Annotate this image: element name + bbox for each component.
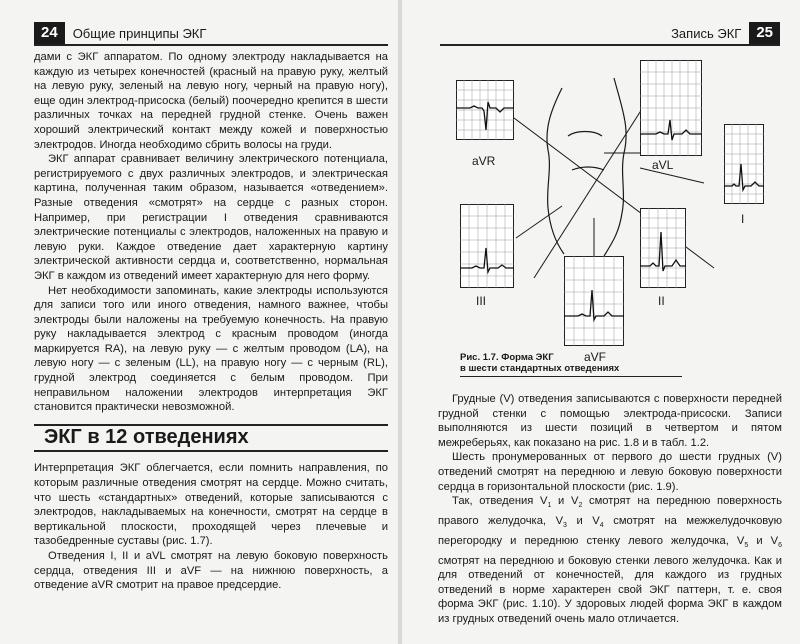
caption-line: в шести стандартных отведениях bbox=[460, 363, 620, 374]
left-paragraph: Нет необходимости запоминать, какие электроды используются для записи того или иного отведения, намного важнее, чтобы электроды были наложены на требуемую конечность. На правую руку накладывается электрод с красным проводом (иногда маркируется RA), на левую руку — с желтым проводом (LA), на левую ногу — с зеленым (LL), на правую ногу — с черным (RL), грудной электрод соединяется с белым проводом. При неправильном наложении электродов интерпретация ЭКГ становится практически невозможной. bbox=[34, 284, 388, 414]
subscript: 2 bbox=[578, 502, 583, 510]
label-avf: aVF bbox=[584, 350, 607, 364]
subscript: 6 bbox=[778, 542, 782, 550]
text-run: и V bbox=[566, 514, 600, 527]
label-ii: II bbox=[658, 294, 665, 308]
right-paragraph: Шесть пронумерованных от первого до шести грудных (V) отведений смотрят на переднюю и левую боковую поверхности сердца в горизонтальной плоскости (рис. 1.9). bbox=[438, 451, 782, 493]
section-heading: ЭКГ в 12 отведениях bbox=[34, 424, 388, 453]
left-page-number: 24 bbox=[34, 22, 65, 44]
left-section-paragraph: Отведения I, II и aVL смотрят на левую боковую поверхность сердца, отведения III и aVF — на нижнюю поверхность, а отведение aVR смотрит на правое предсердие. bbox=[34, 550, 388, 592]
lead-iii-ecg-strip bbox=[460, 204, 514, 288]
text-run: смотрят на межжелудочковую перегородку и переднюю стенку левого желудочка, V bbox=[438, 514, 782, 547]
right-paragraph bbox=[438, 494, 782, 626]
left-text-column bbox=[34, 50, 388, 593]
lead-i-ecg-strip bbox=[724, 124, 764, 204]
subscript: 3 bbox=[563, 522, 567, 530]
left-running-title: Общие принципы ЭКГ bbox=[72, 25, 207, 41]
left-running-header bbox=[34, 22, 388, 46]
right-running-title: Запись ЭКГ bbox=[671, 25, 742, 41]
figure-caption bbox=[460, 352, 682, 377]
label-avr: aVR bbox=[472, 154, 496, 168]
text-run: Так, отведения V bbox=[452, 495, 548, 508]
left-section-paragraph: Интерпретация ЭКГ облегчается, если помнить направления, по которым различные отведения смотрят на сердце. Можно считать, что шесть «стандартных» отведений, которые записываются с электродов, накладываемых на конечности, смотрят на сердце в вертикальной плоскости, проходящей через плечевые и тазобедренные суставы (рис. 1.7). bbox=[34, 462, 388, 548]
left-paragraph: дами с ЭКГ аппаратом. По одному электроду накладывается на каждую из четырех конечностей (красный на правую руку, желтый на левую руку, зеленый на левую ногу, черный на правую ногу), еще один электрод-присоска (белый) поочередно крепится в шести различных точках на передней грудной стенке. Очень важен хороший электрический контакт между кожей и поверхностью электродов. Иногда необходимо сбрить волосы на груди. bbox=[34, 51, 388, 151]
caption-line: Рис. 1.7. Форма ЭКГ bbox=[460, 352, 554, 363]
label-i: I bbox=[741, 212, 745, 226]
lead-avr-ecg-strip bbox=[456, 80, 514, 140]
text-run: и V bbox=[551, 495, 579, 508]
subscript: 1 bbox=[547, 502, 552, 510]
lead-avl-ecg-strip bbox=[640, 60, 702, 156]
label-iii: III bbox=[476, 294, 487, 308]
right-text-column bbox=[438, 392, 782, 627]
lead-ii-ecg-strip bbox=[640, 208, 686, 288]
right-page-number: 25 bbox=[749, 22, 780, 44]
left-paragraph: ЭКГ аппарат сравнивает величину электрического потенциала, регистрируемого с двух различных электродов, и электрическая картина, полученная таким образом, называется «отведением». Разные отведения «смотрят» на сердце с разных сторон. Например, при регистрации I отведения сравниваются электрические потенциалы с электродов, наложенных на правую и левую руки. Каждое отведение дает характерную картину электрической активности сердца и, соответственно, нормальная ЭКГ в каждом из отведений имеет характерную для него форму. bbox=[34, 153, 388, 282]
subscript: 4 bbox=[599, 522, 604, 530]
subscript: 5 bbox=[744, 542, 749, 550]
lead-avf-ecg-strip bbox=[564, 256, 624, 346]
text-run: смотрят на переднюю и боковую стенки левого желудочка. Как и для отведений от конечностей, для каждого из грудных отведений в норме характерен свой ЭКГ паттерн, т. е. своя форма ЭКГ (рис. 1.10). У здоровых людей форма ЭКГ в каждом из грудных отведений очень мало отличается. bbox=[438, 554, 782, 626]
label-avl: aVL bbox=[652, 158, 674, 172]
text-run: и V bbox=[748, 534, 779, 547]
right-paragraph: Грудные (V) отведения записываются с поверхности передней грудной стенки с помощью электрода-присоски. Записи выполняются из шести позиций в четвертом и пятом межреберьях, как показано на рис. 1.8 и в табл. 1.2. bbox=[438, 393, 782, 449]
text-run: смотрят на переднюю поверхность правого желудочка, V bbox=[438, 495, 782, 527]
right-page bbox=[400, 0, 800, 644]
